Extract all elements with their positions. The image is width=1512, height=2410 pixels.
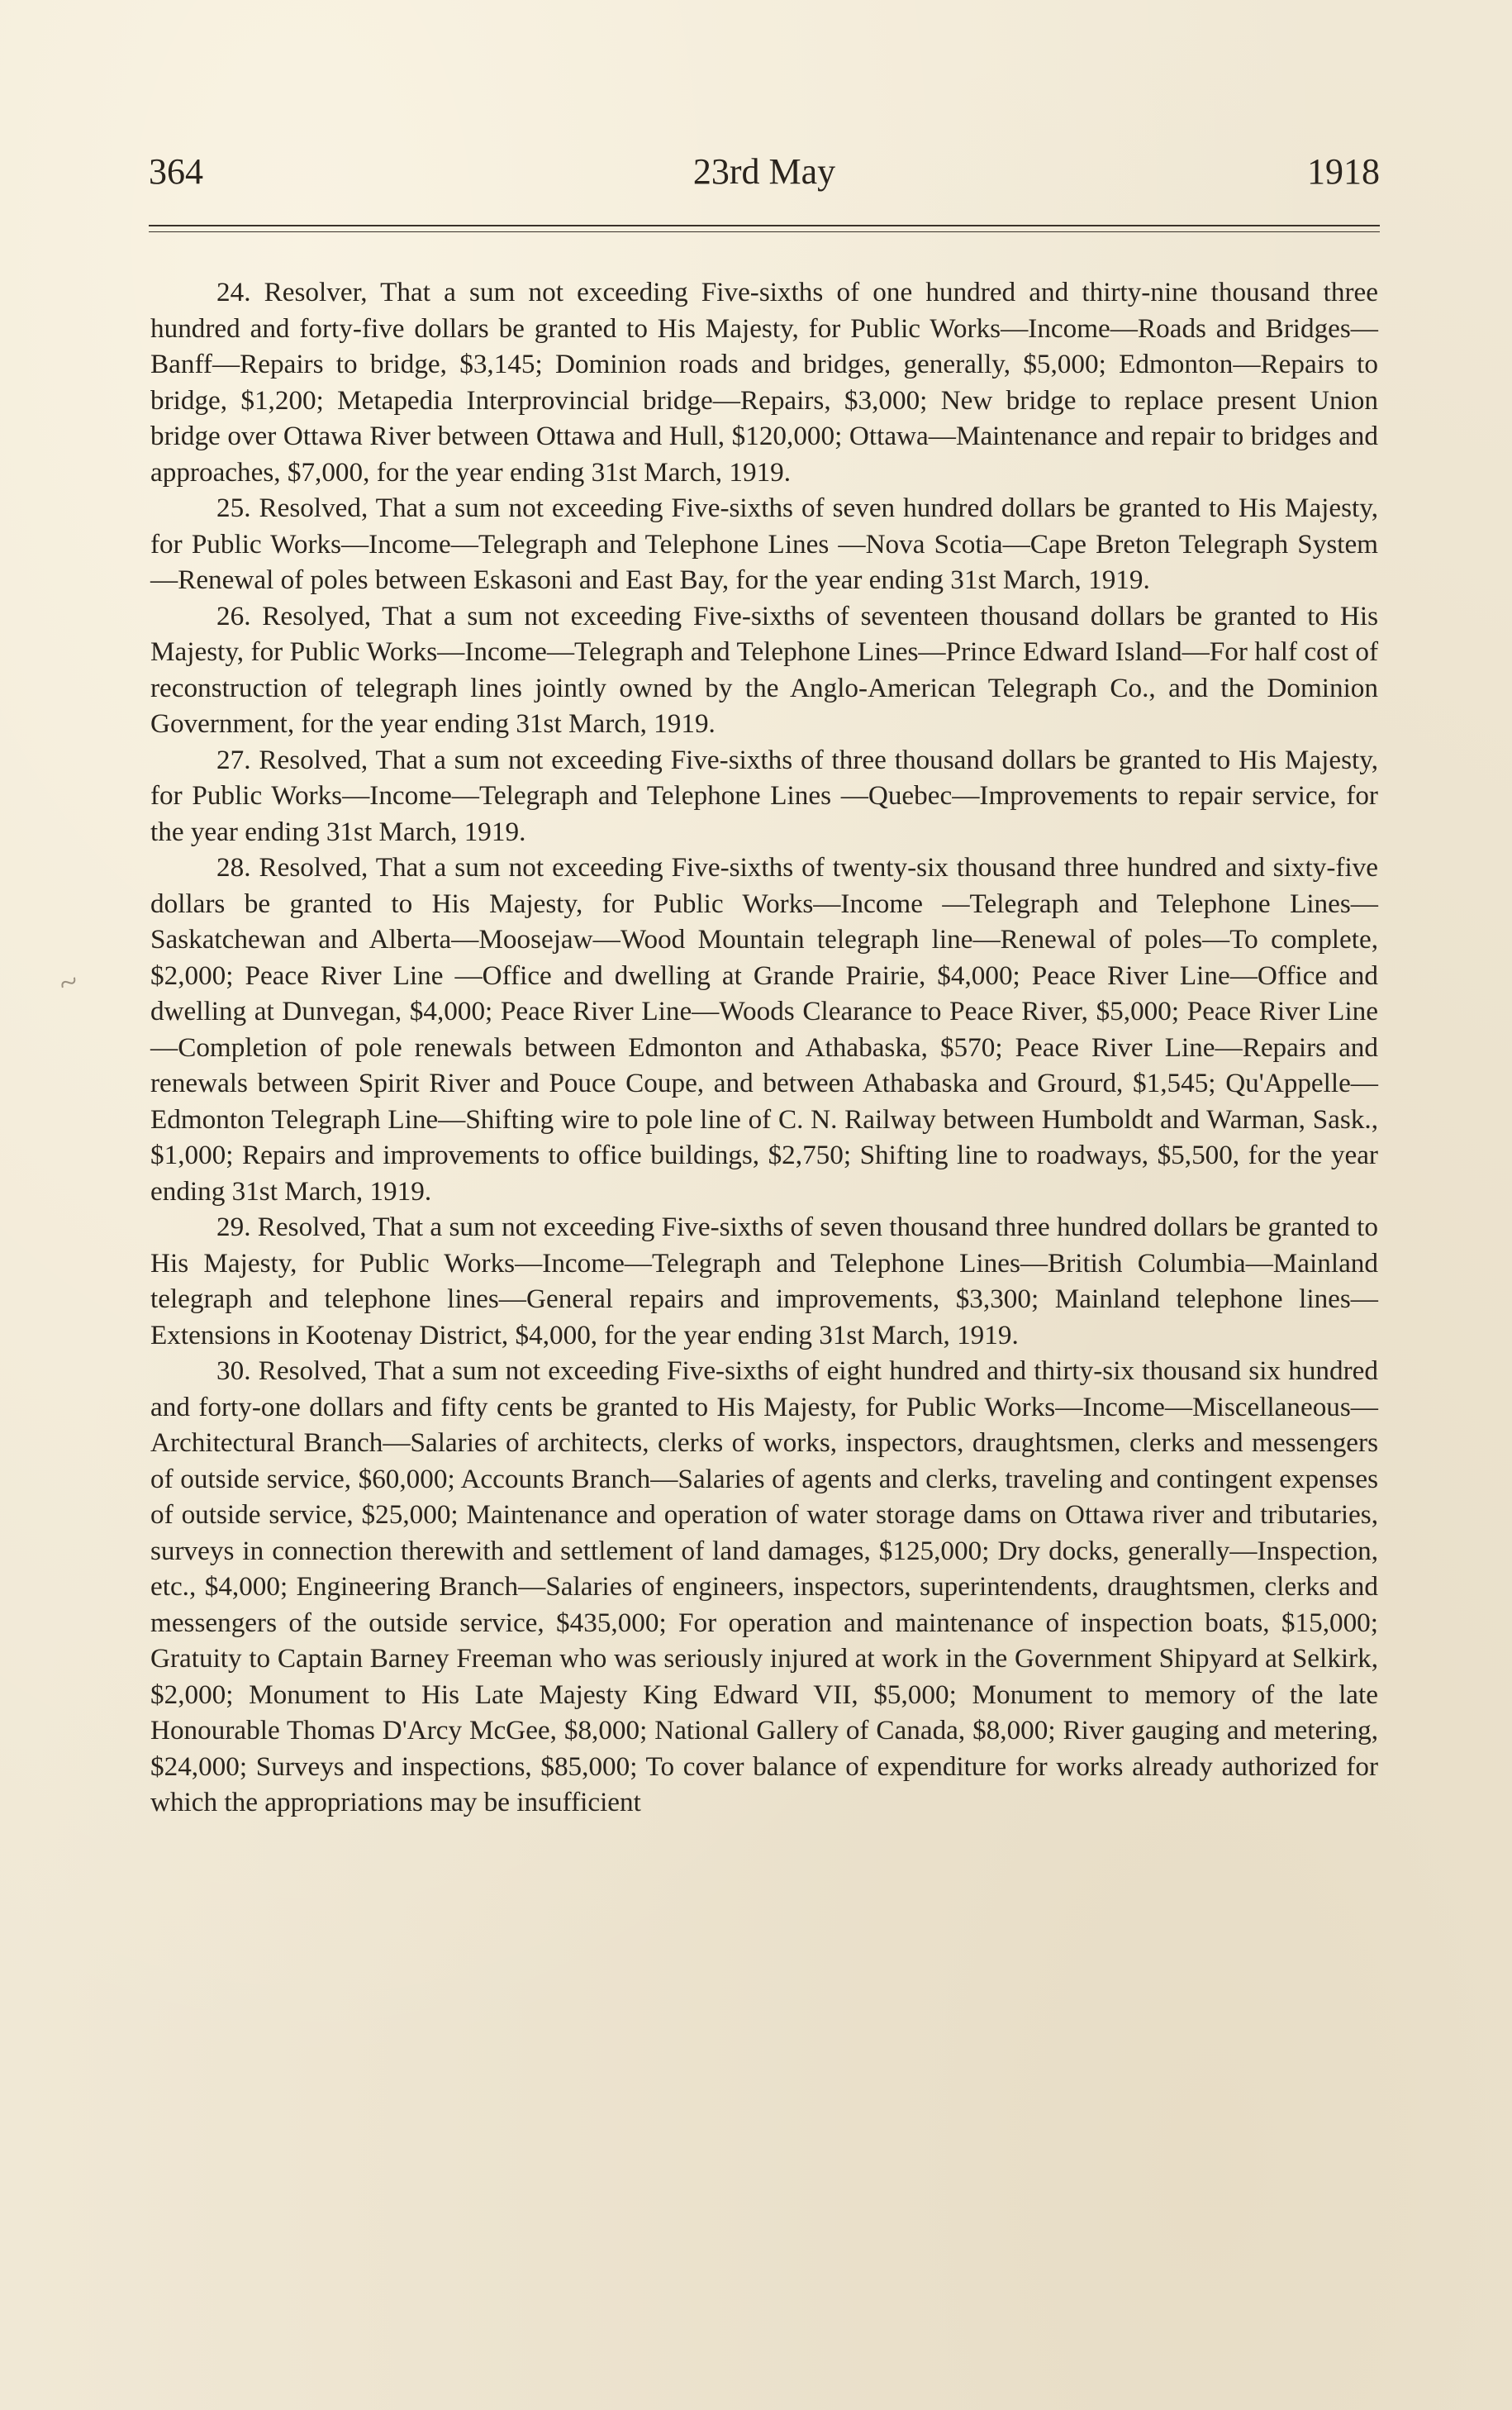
resolution-paragraph-30: 30. Resolved, That a sum not exceeding Five-sixths of eight hundred and thirty-six thousand six hundred and forty-one dollars and fifty cents be granted to His Majesty, for Public Works—Income—Miscellaneous—Architectural Branch—Salaries of architects, clerks of works, inspectors, draughtsmen, clerks and messengers of outside service, $60,000; Accounts Branch—Salaries of agents and clerks, traveling and contingent expenses of outside service, $25,000; Maintenance and operation of water storage dams on Ottawa river and tributaries, surveys in connection therewith and settlement of land damages, $125,000; Dry docks, generally—Inspection, etc., $4,000; Engineering Branch—Salaries of engineers, inspectors, superintendents, draughtsmen, clerks and messengers of the outside service, $435,000; For operation and maintenance of inspection boats, $15,000; Gratuity to Captain Barney Freeman who was seriously injured at work in the Government Shipyard at Selkirk, $2,000; Monument to His Late Majesty King Edward VII, $5,000; Monument to memory of the late Honourable Thomas D'Arcy McGee, $8,000; National Gallery of Canada, $8,000; River gauging and metering, $24,000; Surveys and inspections, $85,000; To cover balance of expenditure for works already authorized for which the appropriations may be insufficient — [150, 1355, 1378, 1817]
resolution-paragraph-24: 24. Resolver, That a sum not exceeding Five-sixths of one hundred and thirty-nine thousand three hundred and forty-five dollars be granted to His Majesty, for Public Works—Income—Roads and Bridges—Banff—Repairs to bridge, $3,145; Dominion roads and bridges, generally, $5,000; Edmonton—Repairs to bridge, $1,200; Metapedia Interprovincial bridge—Repairs, $3,000; New bridge to replace present Union bridge over Ottawa River between Ottawa and Hull, $120,000; Ottawa—Maintenance and repair to bridges and approaches, $7,000, for the year ending 31st March, 1919. — [150, 277, 1378, 488]
body-text — [150, 274, 1378, 1821]
resolution-paragraph-29: 29. Resolved, That a sum not exceeding Five-sixths of seven thousand three hundred dollars be granted to His Majesty, for Public Works—Income—Telegraph and Telephone Lines—British Columbia—Mainland telegraph and telephone lines—General repairs and improvements, $3,300; Mainland telephone lines—Extensions in Kootenay District, $4,000, for the year ending 31st March, 1919. — [150, 1212, 1378, 1350]
resolution-paragraph-28: 28. Resolved, That a sum not exceeding Five-sixths of twenty-six thousand three hundred and sixty-five dollars be granted to His Majesty, for Public Works—Income —Telegraph and Telephone Lines—Saskatchewan and Alberta—Moosejaw—Wood Mountain telegraph line—Renewal of poles—To complete, $2,000; Peace River Line —Office and dwelling at Grande Prairie, $4,000; Peace River Line—Office and dwelling at Dunvegan, $4,000; Peace River Line—Woods Clearance to Peace River, $5,000; Peace River Line—Completion of pole renewals between Edmonton and Athabaska, $570; Peace River Line—Repairs and renewals between Spirit River and Pouce Coupe, and between Athabaska and Grourd, $1,545; Qu'Appelle—Edmonton Telegraph Line—Shifting wire to pole line of C. N. Railway between Humboldt and Warman, Sask., $1,000; Repairs and improvements to office buildings, $2,750; Shifting line to roadways, $5,500, for the year ending 31st March, 1919. — [150, 852, 1378, 1207]
page-number: 364 — [149, 151, 203, 192]
margin-pencil-mark: ~ — [53, 961, 83, 1003]
resolution-paragraph-25: 25. Resolved, That a sum not exceeding Five-sixths of seven hundred dollars be granted to His Majesty, for Public Works—Income—Telegraph and Telephone Lines —Nova Scotia—Cape Breton Telegraph System—Renewal of poles between Eskasoni and East Bay, for the year ending 31st March, 1919. — [150, 493, 1378, 595]
page-header — [149, 147, 1380, 197]
header-date: 23rd May — [692, 151, 836, 192]
header-year: 1918 — [1307, 151, 1380, 192]
resolution-paragraph-26: 26. Resolyed, That a sum not exceeding Five-sixths of seventeen thousand dollars be granted to His Majesty, for Public Works—Income—Telegraph and Telephone Lines—Prince Edward Island—For half cost of reconstruction of telegraph lines jointly owned by the Anglo-American Telegraph Co., and the Dominion Government, for the year ending 31st March, 1919. — [150, 600, 1378, 739]
resolution-paragraph-27: 27. Resolved, That a sum not exceeding Five-sixths of three thousand dollars be granted to His Majesty, for Public Works—Income—Telegraph and Telephone Lines —Quebec—Improvements to repair service, for the year ending 31st March, 1919. — [150, 744, 1378, 847]
header-rule-secondary — [149, 231, 1380, 232]
header-rule — [149, 225, 1380, 226]
